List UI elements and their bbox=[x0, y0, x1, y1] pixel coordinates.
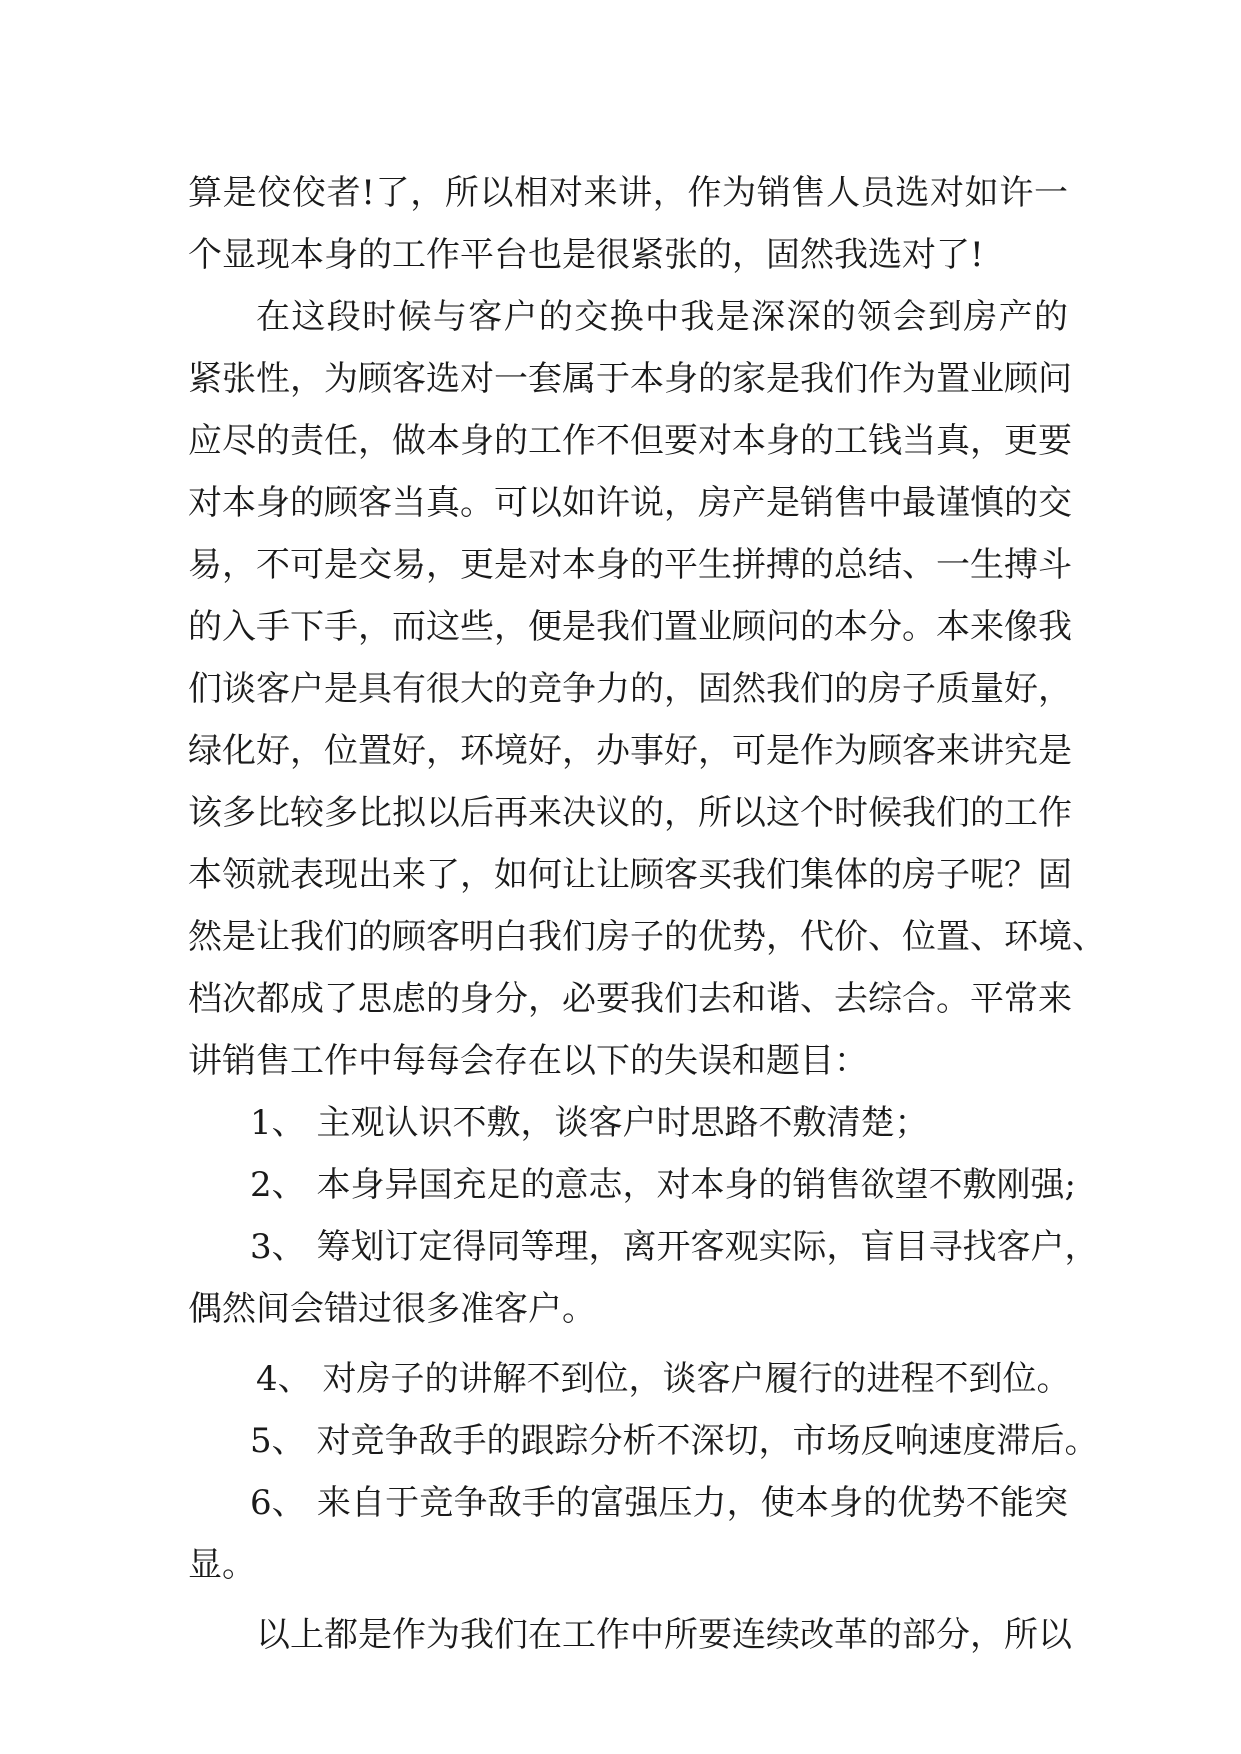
list-item: 1、 主观认识不敷，谈客户时思路不敷清楚； bbox=[250, 1103, 929, 1143]
text-line: 算是佼佼者!了，所以相对来讲，作为销售人员选对如许一 bbox=[188, 173, 1068, 213]
list-item: 4、 对房子的讲解不到位，谈客户履行的进程不到位。 bbox=[256, 1359, 1071, 1399]
text-line: 档次都成了思虑的身分，必要我们去和谐、去综合。平常来 bbox=[188, 979, 1072, 1019]
text-line: 偶然间会错过很多准客户。 bbox=[188, 1289, 596, 1329]
text-line: 以上都是作为我们在工作中所要连续改革的部分，所以 bbox=[256, 1615, 1072, 1655]
text-line: 在这段时候与客户的交换中我是深深的领会到房产的 bbox=[256, 297, 1068, 337]
text-line: 对本身的顾客当真。可以如许说，房产是销售中最谨慎的交 bbox=[188, 483, 1072, 523]
text-line: 紧张性，为顾客选对一套属于本身的家是我们作为置业顾问 bbox=[188, 359, 1072, 399]
list-item: 5、 对竞争敌手的跟踪分析不深切，市场反响速度滞后。 bbox=[250, 1421, 1099, 1461]
text-line: 应尽的责任，做本身的工作不但要对本身的工钱当真，更要 bbox=[188, 421, 1072, 461]
list-item: 6、 来自于竞争敌手的富强压力，使本身的优势不能突 bbox=[250, 1483, 1068, 1523]
text-line: 的入手下手，而这些，便是我们置业顾问的本分。本来像我 bbox=[188, 607, 1072, 647]
text-line: 绿化好，位置好，环境好，办事好，可是作为顾客来讲究是 bbox=[188, 731, 1072, 771]
text-line: 显。 bbox=[188, 1545, 256, 1585]
document-body bbox=[188, 162, 1106, 1666]
list-item: 2、 本身异国充足的意志，对本身的销售欲望不敷刚强; bbox=[250, 1165, 1076, 1205]
list-item: 3、 筹划订定得同等理，离开客观实际，盲目寻找客户， bbox=[250, 1227, 1099, 1267]
text-line: 个显现本身的工作平台也是很紧张的，固然我选对了! bbox=[188, 235, 984, 275]
spacer bbox=[188, 1340, 1068, 1348]
spacer bbox=[188, 1596, 1068, 1604]
text-line: 该多比较多比拟以后再来决议的，所以这个时候我们的工作 bbox=[188, 793, 1072, 833]
text-line: 然是让我们的顾客明白我们房子的优势，代价、位置、环境、 bbox=[188, 917, 1106, 957]
text-line: 们谈客户是具有很大的竞争力的，固然我们的房子质量好， bbox=[188, 669, 1072, 709]
text-line: 本领就表现出来了，如何让让顾客买我们集体的房子呢？固 bbox=[188, 855, 1072, 895]
text-line: 讲销售工作中每每会存在以下的失误和题目： bbox=[188, 1041, 868, 1081]
text-line: 易，不可是交易，更是对本身的平生拼搏的总结、一生搏斗 bbox=[188, 545, 1072, 585]
